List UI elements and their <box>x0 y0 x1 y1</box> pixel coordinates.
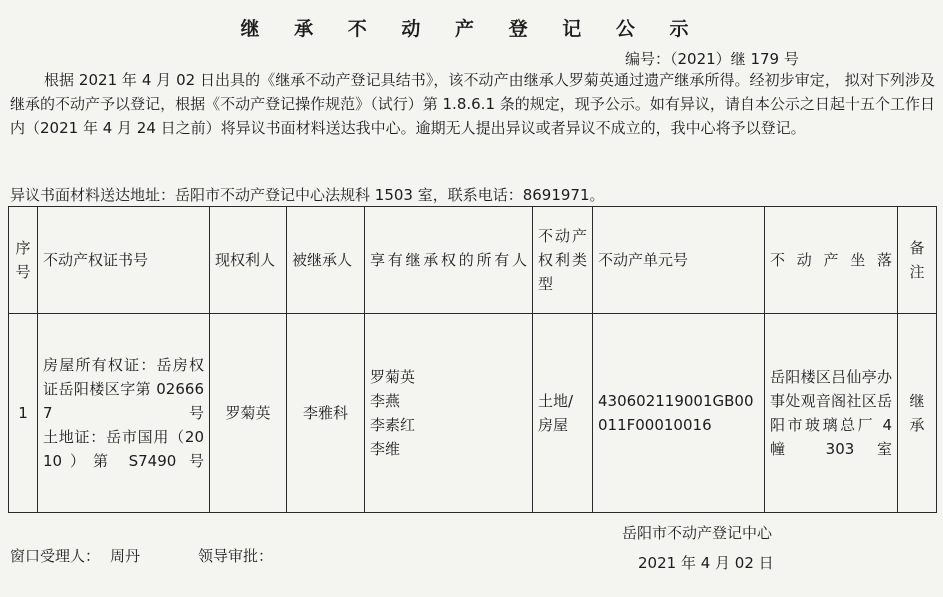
objection-address: 异议书面材料送达地址：岳阳市不动产登记中心法规科 1503 室，联系电话：8691971。 <box>10 186 605 204</box>
document-title: 继 承 不 动 产 登 记 公 示 <box>240 18 703 40</box>
cert-land: 土地证：岳市国用（2010）第 S7490 号 <box>43 428 204 470</box>
cert-house: 房屋所有权证：岳房权证岳阳楼区字第 026667 号 <box>43 356 204 422</box>
heir-name: 李维 <box>370 440 401 458</box>
clerk-label: 窗口受理人： <box>10 547 101 565</box>
header-unit-number: 不动产单元号 <box>593 207 765 314</box>
cell-location: 岳阳楼区吕仙亭办事处观音阁社区岳阳市玻璃总厂 4 幢 303 室 <box>765 314 898 513</box>
issue-date: 2021 年 4 月 02 日 <box>638 554 774 572</box>
cell-heirs <box>365 314 533 513</box>
document-number: 编号：（2021）继 179 号 <box>625 50 799 68</box>
header-cert: 不动产权证书号 <box>38 207 210 314</box>
registration-table <box>8 206 937 513</box>
header-holder: 现权利人 <box>210 207 287 314</box>
header-location: 不动产坐落 <box>765 207 898 314</box>
cell-seq: 1 <box>9 314 38 513</box>
heir-name: 李燕 <box>370 392 401 410</box>
header-deceased: 被继承人 <box>287 207 365 314</box>
header-right-type: 不动产权利类型 <box>533 207 593 314</box>
table-row <box>9 314 937 513</box>
header-seq: 序号 <box>9 207 38 314</box>
heir-name: 罗菊英 <box>370 368 416 386</box>
table-header-row <box>9 207 937 314</box>
header-remark: 备注 <box>898 207 937 314</box>
clerk-name: 周丹 <box>110 547 141 565</box>
signature-line <box>10 545 283 566</box>
cell-remark: 继承 <box>898 314 937 513</box>
cell-deceased: 李雅科 <box>287 314 365 513</box>
cell-cert <box>38 314 210 513</box>
cell-right-type: 土地/房屋 <box>533 314 593 513</box>
notice-paragraph: 根据 2021 年 4 月 02 日出具的《继承不动产登记具结书》，该不动产由继承人罗菊英通过遗产继承所得。经初步审定， 拟对下列涉及继承的不动产予以登记，根据《不动产登记操作规范》（试行）第 1.8.6.1 条的规定，现予公示。如有异议，请自本公示之日起十五个工作日内（2021 年 4 月 24 日之前）将异议书面材料送达我中心。逾期无人提出异议或者异议不成立的，我中心将予以登记。 <box>10 71 935 137</box>
cell-unit-number: 430602119001GB00011F00010016 <box>593 314 765 513</box>
heir-name: 李素红 <box>370 416 416 434</box>
header-heirs: 享有继承权的所有人 <box>365 207 533 314</box>
approver-label: 领导审批： <box>198 547 274 565</box>
issuing-organization: 岳阳市不动产登记中心 <box>622 524 773 542</box>
cell-holder: 罗菊英 <box>210 314 287 513</box>
